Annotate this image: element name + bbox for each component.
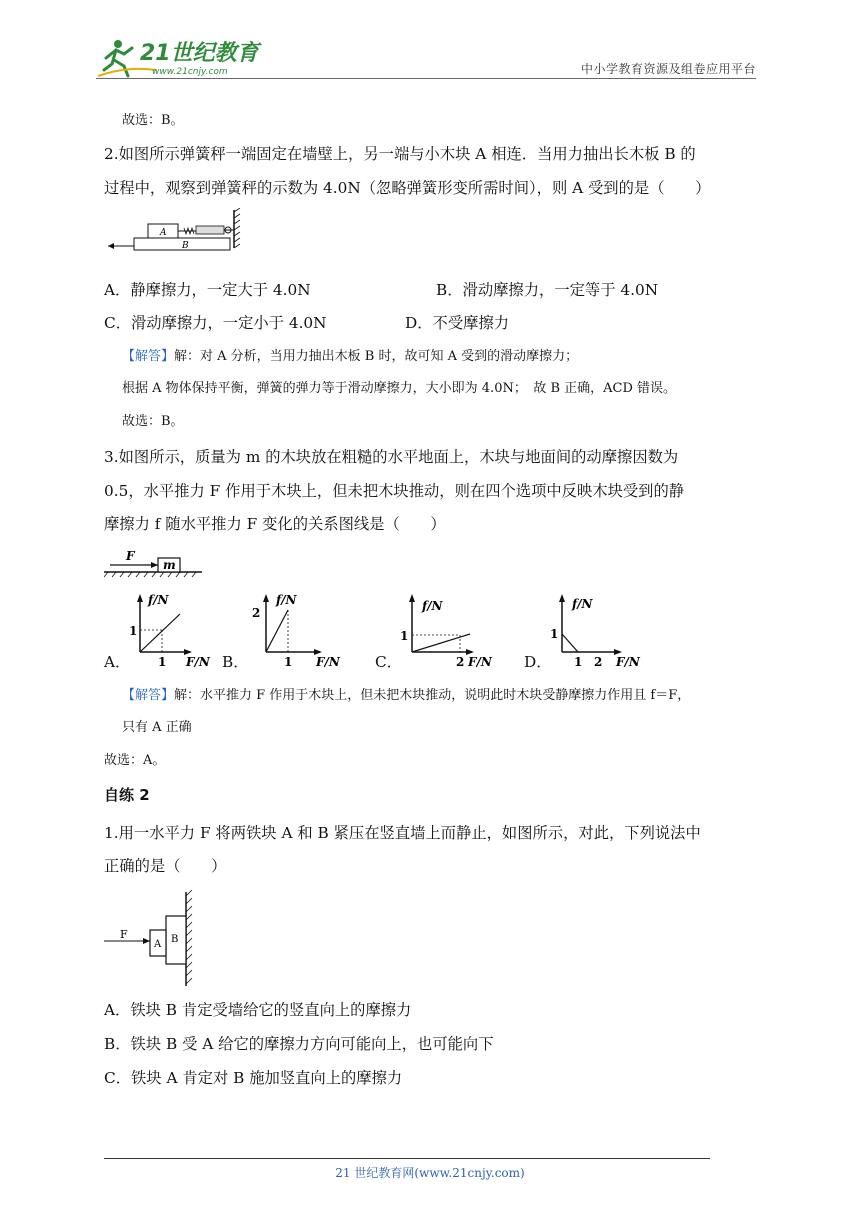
footer-link[interactable]: 21 世纪教育网(www.21cnjy.com) <box>335 1166 525 1180</box>
graph-option-c-label: C． <box>375 653 403 671</box>
self-q1-text-1: 1.用一水平力 F 将两铁块 A 和 B 紧压在竖直墙上而静止，如图所示，对此，下列说法中 <box>104 824 701 842</box>
board-b-label: B <box>182 241 189 251</box>
q2-answer-3: 故选：B。 <box>122 414 184 429</box>
graph-option-d-label: D． <box>524 653 552 671</box>
q2-answer-1 <box>122 346 578 368</box>
header-site-tagline: 中小学教育资源及组卷应用平台 <box>580 62 756 76</box>
y-axis-label: f/N <box>422 599 443 613</box>
x-axis-label: F/N <box>186 655 210 669</box>
spring-scale-figure <box>104 208 244 268</box>
self-q1-option-a: A．铁块 B 肯定受墙给它的竖直向上的摩擦力 <box>104 1001 412 1019</box>
question-3-text-3: 摩擦力 f 随水平推力 F 变化的关系图线是（ ） <box>104 515 446 533</box>
answer-tag: 【解答】 <box>122 688 175 703</box>
graph-option-b-label: B． <box>222 653 249 671</box>
block-a-label: A <box>160 228 167 238</box>
q2-answer-2: 根据 A 物体保持平衡，弹簧的弹力等于滑动摩擦力，大小即为 4.0N； 故 B 正确，ACD 错误。 <box>122 381 677 396</box>
block-a-label: A <box>154 939 162 950</box>
q2-option-d: D．不受摩擦力 <box>405 314 510 332</box>
y-axis-label: f/N <box>572 597 593 611</box>
y-tick: 1 <box>129 624 138 638</box>
x-tick-2: 2 <box>594 655 603 669</box>
question-2-text-1: 2.如图所示弹簧秤一端固定在墙壁上，另一端与小木块 A 相连．当用力抽出长木板 B 的 <box>104 145 696 163</box>
q3-answer-2: 只有 A 正确 <box>122 720 192 735</box>
x-tick: 1 <box>158 655 167 669</box>
wall-blocks-figure <box>104 890 204 994</box>
self-q1-option-b: B．铁块 B 受 A 给它的摩擦力方向可能向上，也可能向下 <box>104 1035 494 1053</box>
answer-text: 解：水平推力 F 作用于木块上，但未把木块推动，说明此时木块受静摩擦力作用且 f＝F， <box>174 688 691 703</box>
force-label: F <box>120 928 128 941</box>
graph-a <box>120 590 220 676</box>
q2-option-a: A．静摩擦力，一定大于 4.0N <box>104 281 311 299</box>
answer-text: 解：对 A 分析，当用力抽出木板 B 时，故可知 A 受到的滑动摩擦力； <box>174 349 579 364</box>
force-label: F <box>126 549 135 563</box>
y-axis-label: f/N <box>148 593 169 607</box>
mass-label: m <box>163 558 176 572</box>
x-tick: 1 <box>284 655 293 669</box>
y-tick: 1 <box>550 627 559 641</box>
q3-answer-1 <box>122 685 690 707</box>
question-3-text-2: 0.5，水平推力 F 作用于木块上，但未把木块推动，则在四个选项中反映木块受到的静 <box>104 482 685 500</box>
x-tick: 2 <box>456 655 465 669</box>
self-q1-option-c: C．铁块 A 肯定对 B 施加竖直向上的摩擦力 <box>104 1069 403 1087</box>
graph-option-a-label: A． <box>104 653 131 671</box>
graph-b <box>246 590 350 676</box>
q2-option-c: C．滑动摩擦力，一定小于 4.0N <box>104 314 327 332</box>
answer-choice: 故选：B。 <box>122 113 184 128</box>
footer-divider <box>104 1158 710 1159</box>
x-axis-label: F/N <box>616 655 640 669</box>
section-title: 自练 2 <box>104 786 150 804</box>
x-axis-label: F/N <box>468 655 492 669</box>
question-2-text-2: 过程中，观察到弹簧秤的示数为 4.0N（忽略弹簧形变所需时间），则 A 受到的是（ ） <box>104 179 711 197</box>
q3-answer-3: 故选：A。 <box>104 753 166 768</box>
x-axis-label: F/N <box>316 655 340 669</box>
site-logo <box>96 36 266 82</box>
graph-d <box>542 590 652 676</box>
block-b-label: B <box>171 934 179 945</box>
y-tick: 2 <box>252 606 261 620</box>
x-tick-1: 1 <box>574 655 583 669</box>
y-axis-label: f/N <box>276 593 297 607</box>
q2-option-b: B．滑动摩擦力，一定等于 4.0N <box>436 281 659 299</box>
answer-tag: 【解答】 <box>122 349 175 364</box>
block-push-figure <box>104 546 208 584</box>
header-divider <box>96 78 756 79</box>
logo-url: www.21cnjy.com <box>152 67 228 77</box>
self-q1-text-2: 正确的是（ ） <box>104 857 227 875</box>
logo-text: 21世纪教育 <box>140 41 259 66</box>
y-tick: 1 <box>400 629 409 643</box>
graph-c <box>392 590 502 676</box>
question-3-text-1: 3.如图所示，质量为 m 的木块放在粗糙的水平地面上，木块与地面间的动摩擦因数为 <box>104 448 679 466</box>
